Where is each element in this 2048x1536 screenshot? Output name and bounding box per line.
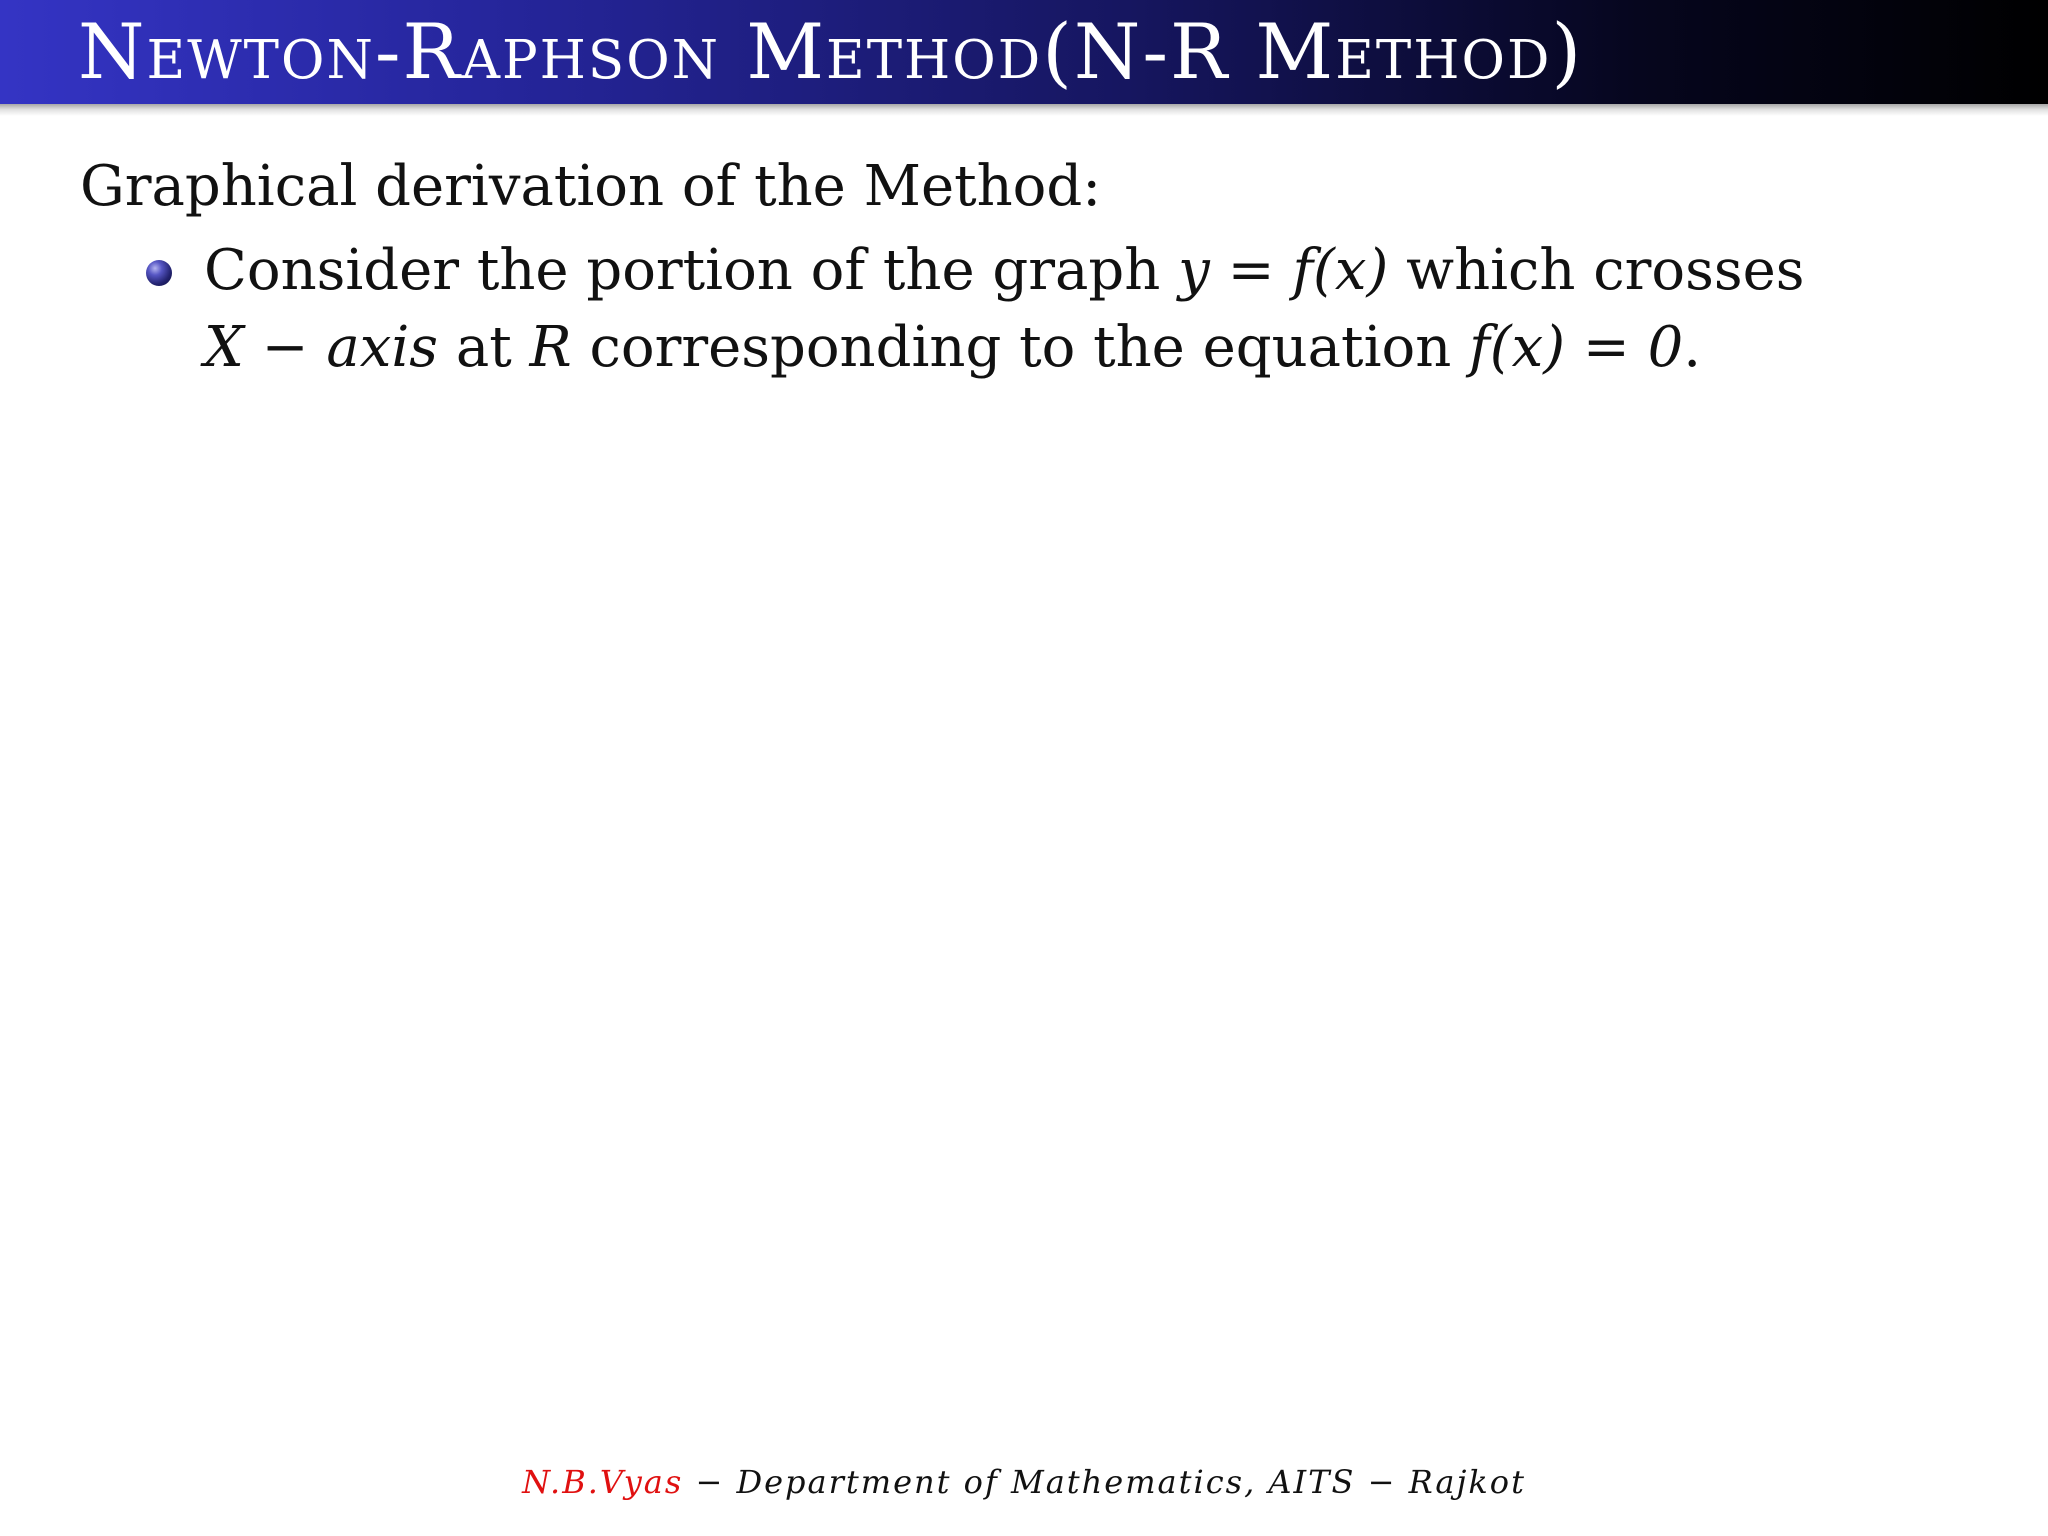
bullet-item — [140, 232, 1904, 386]
math-r: R — [529, 315, 572, 380]
bullet-text-5: . — [1683, 315, 1702, 380]
slide-footer — [0, 1458, 2048, 1506]
bullet-line-2 — [204, 309, 1904, 386]
bullet-line-1 — [204, 232, 1904, 309]
bullet-text-1: Consider the portion of the graph — [204, 238, 1179, 303]
slide-title: Newton-Raphson Method(N-R Method) — [78, 7, 1584, 96]
bullet-text-4: corresponding to the equation — [571, 315, 1470, 380]
bullet-text-2: which crosses — [1388, 238, 1805, 303]
footer-author: N.B.Vyas — [522, 1463, 684, 1501]
title-bar — [0, 0, 2048, 104]
bullet-text-3: at — [438, 315, 530, 380]
math-y-equals-fx: y = f(x) — [1178, 238, 1389, 303]
math-x-axis: X − axis — [204, 315, 439, 380]
bullet-ball-icon — [146, 260, 172, 286]
math-fx-equals-zero: f(x) = 0 — [1469, 315, 1684, 380]
title-bar-shadow — [0, 104, 2048, 116]
slide-subheading: Graphical derivation of the Method: — [80, 154, 1102, 219]
footer-affiliation: − Department of Mathematics, AITS − Rajkot — [683, 1463, 1526, 1501]
bullet-list — [140, 232, 1904, 386]
